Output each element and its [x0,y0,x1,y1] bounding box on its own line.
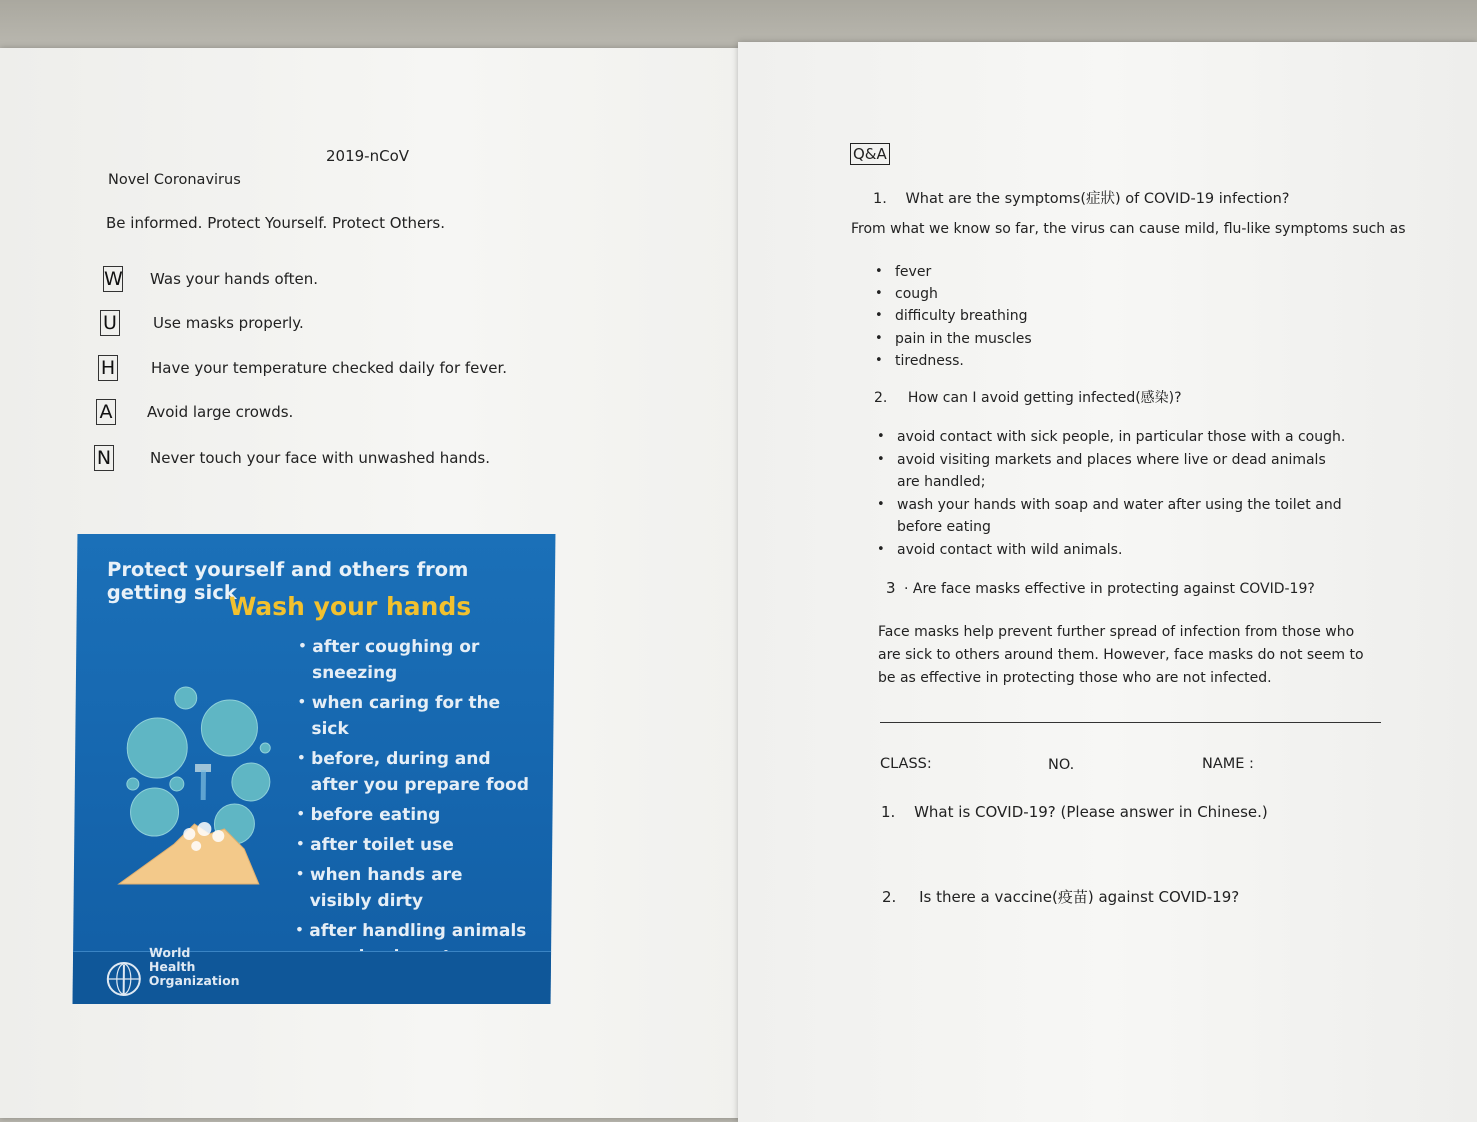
question-number: 2. [882,888,896,906]
question-number: 1. [873,191,887,207]
q1-intro: From what we know so far, the virus can cause mild, flu-like symptoms such as [851,221,1406,237]
acrostic-row [103,266,318,292]
quiz-question-1 [881,803,1268,821]
prevention-item: • avoid contact with wild animals. [875,539,1355,562]
number-label: NO. [1048,757,1074,773]
poster-list-item: • when hands are visibly dirty [295,862,530,914]
q3-answer: Face masks help prevent further spread of infection from those who are sick to others around them. However, face masks do not seem to be as effective in protecting those who are not infected. [878,621,1378,690]
acrostic-text: Use masks properly. [153,314,304,332]
acrostic-letter: A [96,399,116,425]
acrostic-text: Have your temperature checked daily for fever. [151,359,507,377]
question-text: · Are face masks effective in protecting against COVID-19? [904,581,1315,597]
who-emblem-icon [105,960,143,998]
soap-bubble [201,700,258,756]
sheet-subtitle: Novel Coronavirus [108,172,241,188]
soap-bubble [130,788,179,836]
divider-line [880,722,1381,723]
acrostic-letter: N [94,445,114,471]
soap-bubble [260,743,270,753]
acrostic-letter: H [98,355,118,381]
question-3 [886,579,1315,597]
question-text: What are the symptoms(症狀) of COVID-19 infection? [905,191,1289,207]
prevention-list [875,426,1355,561]
qa-label: Q&A [850,143,890,165]
acrostic-text: Was your hands often. [150,270,318,288]
acrostic-letter: U [100,310,120,336]
name-label: NAME : [1202,756,1254,772]
symptom-list [873,261,1032,372]
question-text: What is COVID-19? (Please answer in Chinese.) [914,803,1268,821]
soap-bubble [170,777,184,791]
water-stream [201,770,206,800]
symptom-item: • tiredness. [873,350,1032,372]
soap-bubble [232,763,270,801]
class-label: CLASS: [880,756,932,772]
question-text: How can I avoid getting infected(感染)? [908,390,1182,406]
question-number: 1. [881,803,895,821]
who-logo-text: World Health Organization [149,946,239,988]
question-number: 2. [874,390,887,406]
prevention-item: • avoid contact with sick people, in particular those with a cough. [875,426,1355,449]
question-1 [873,187,1289,208]
poster-list [295,634,533,974]
symptom-item: • pain in the muscles [873,328,1032,350]
handwashing-illustration [113,684,285,914]
poster-list-item: • when caring for the sick [297,690,532,742]
soap-bubble [127,778,139,790]
poster-heading: Protect yourself and others from getting sick [107,558,555,604]
poster-list-item: • before, during and after you prepare food [297,746,532,798]
poster-footer [73,951,552,1004]
soap-bubble [175,687,197,709]
soap-bubble [127,718,188,778]
question-2 [874,387,1182,407]
acrostic-row [96,399,293,425]
poster-list-item: • after coughing or sneezing [298,634,533,686]
question-text: Is there a vaccine(疫苗) against COVID-19? [919,888,1239,906]
symptom-item: • difficulty breathing [873,305,1032,327]
sheet-slogan: Be informed. Protect Yourself. Protect Others. [106,214,445,232]
question-number: 3 [886,579,896,597]
acrostic-row [94,445,490,471]
acrostic-letter: W [103,266,123,292]
prevention-item: • avoid visiting markets and places where live or dead animals are handled; [875,449,1337,494]
acrostic-text: Never touch your face with unwashed hands. [150,449,490,467]
acrostic-text: Avoid large crowds. [147,403,293,421]
poster-list-item: • before eating [296,802,530,828]
poster-subheading: Wash your hands [229,592,472,621]
handwashing-poster [73,534,556,1004]
sheet-title: 2019-nCoV [326,147,409,165]
acrostic-row [98,355,507,381]
symptom-item: • fever [873,261,1032,283]
poster-list-item: • after handling animals [295,918,530,970]
acrostic-row [100,310,304,336]
symptom-item: • cough [873,283,1032,305]
prevention-item: • wash your hands with soap and water after using the toilet and before eating [875,494,1367,539]
quiz-question-2 [882,886,1239,907]
poster-list-item: • after toilet use [296,832,530,858]
